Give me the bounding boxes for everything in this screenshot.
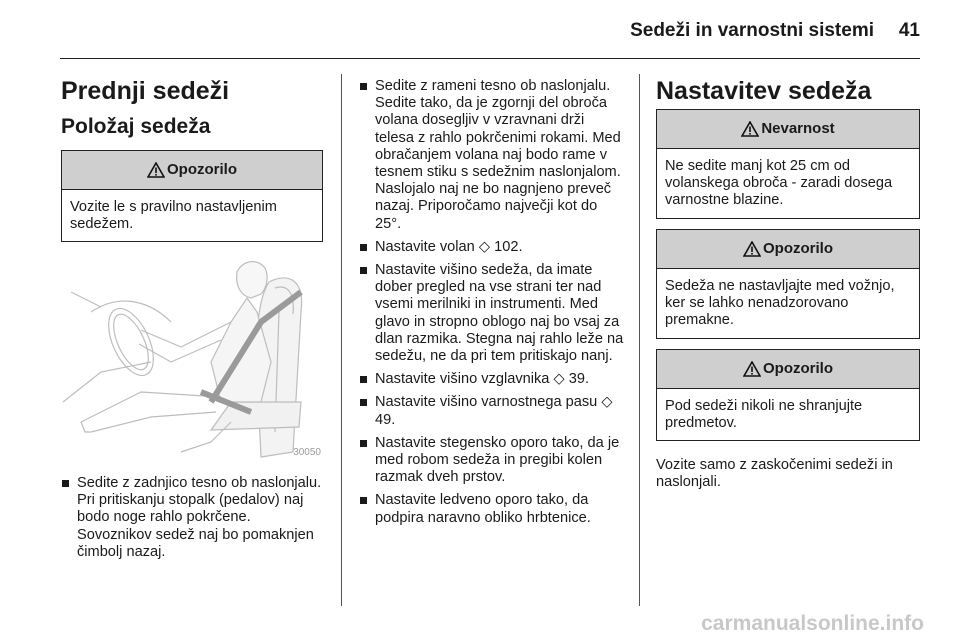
danger-box-header <box>657 110 919 149</box>
right-column <box>656 76 920 491</box>
section-heading: Nastavitev sedeža <box>656 77 872 105</box>
list-item: Nastavite višino sedeža, da imate dober pregled na vse strani ter nad vsemi merilniki in instrumenti. Med glavo in stropno oblogo naj bo vsaj za dlan razmika. Stegna naj rahlo leže na sedežu, ne da pri tem pritiskajo nanj. <box>359 262 624 365</box>
list-item: Nastavite višino varnostnega pasu ◇ 49. <box>359 394 624 428</box>
middle-bullet-list <box>359 78 624 527</box>
column-divider-1 <box>341 74 342 606</box>
list-item: Nastavite ledveno oporo tako, da podpira naravno obliko hrbtenice. <box>359 492 624 526</box>
driver-seat-drawing <box>61 252 323 460</box>
warning-box-header <box>657 230 919 269</box>
section-subheading: Položaj sedeža <box>61 115 211 138</box>
left-column-text <box>61 475 323 567</box>
list-item: Sedite z zadnjico tesno ob naslonjalu. Pri pritiskanju stopalk (pedalov) naj bodo noge rahlo pokrčene. Sovoznikov sedež naj bo pomaknjen čimbolj nazaj. <box>61 475 323 561</box>
warning-box <box>656 229 920 339</box>
warning-box-header <box>62 151 322 190</box>
list-item: Nastavite stegensko oporo tako, da je med robom sedeža in pregibi kolen razmak dveh prstov. <box>359 435 624 487</box>
warning-icon <box>743 361 761 377</box>
warning-box-header <box>657 350 919 389</box>
header-title: Sedeži in varnostni sistemi <box>630 20 874 41</box>
list-item: Nastavite volan ◇ 102. <box>359 239 624 256</box>
section-heading: Prednji sedeži <box>61 77 230 105</box>
column-divider-2 <box>639 74 640 606</box>
page-number: 41 <box>898 20 920 41</box>
warning-box <box>656 349 920 441</box>
warning-text: Vozite le s pravilno nastavljenim sedežem. <box>70 199 277 233</box>
watermark: carmanualsonline.info <box>701 612 924 635</box>
list-item: Sedite z rameni tesno ob naslonjalu. Sedite tako, da je zgornji del obroča volana dosegljiv v vzravnani drži telesa z rahlo pokrčenimi rokami. Med obračanjem volana naj bodo rame v tesnem stiku s sedežnim naslonjalom. Naslojalo naj ne bo nagnjeno preveč nazaj. Priporočamo največji kot do 25°. <box>359 78 624 233</box>
middle-column <box>359 78 624 533</box>
warning-text: Sedeža ne nastavljajte med vožnjo, ker se lahko nenadzorovano premakne. <box>665 278 895 329</box>
list-item: Nastavite višino vzglavnika ◇ 39. <box>359 371 624 388</box>
warning-icon <box>741 121 759 137</box>
warning-icon <box>743 241 761 257</box>
danger-title: Nevarnost <box>761 120 835 138</box>
left-column <box>61 76 323 242</box>
danger-text: Ne sedite manj kot 25 cm od volanskega obroča - zaradi dosega varnostne blazine. <box>665 158 893 209</box>
warning-title: Opozorilo <box>167 161 237 179</box>
figure-number: 30050 <box>293 447 321 458</box>
warning-box <box>61 150 323 242</box>
seat-position-illustration <box>61 252 323 460</box>
warning-icon <box>147 162 165 178</box>
danger-box <box>656 109 920 219</box>
body-paragraph: Vozite samo z zaskočenimi sedeži in naslonjali. <box>656 457 893 491</box>
warning-title: Opozorilo <box>763 240 833 258</box>
warning-text: Pod sedeži nikoli ne shranjujte predmetov. <box>665 398 863 432</box>
warning-title: Opozorilo <box>763 360 833 378</box>
header-divider <box>60 58 920 59</box>
left-bullet-list <box>61 475 323 561</box>
